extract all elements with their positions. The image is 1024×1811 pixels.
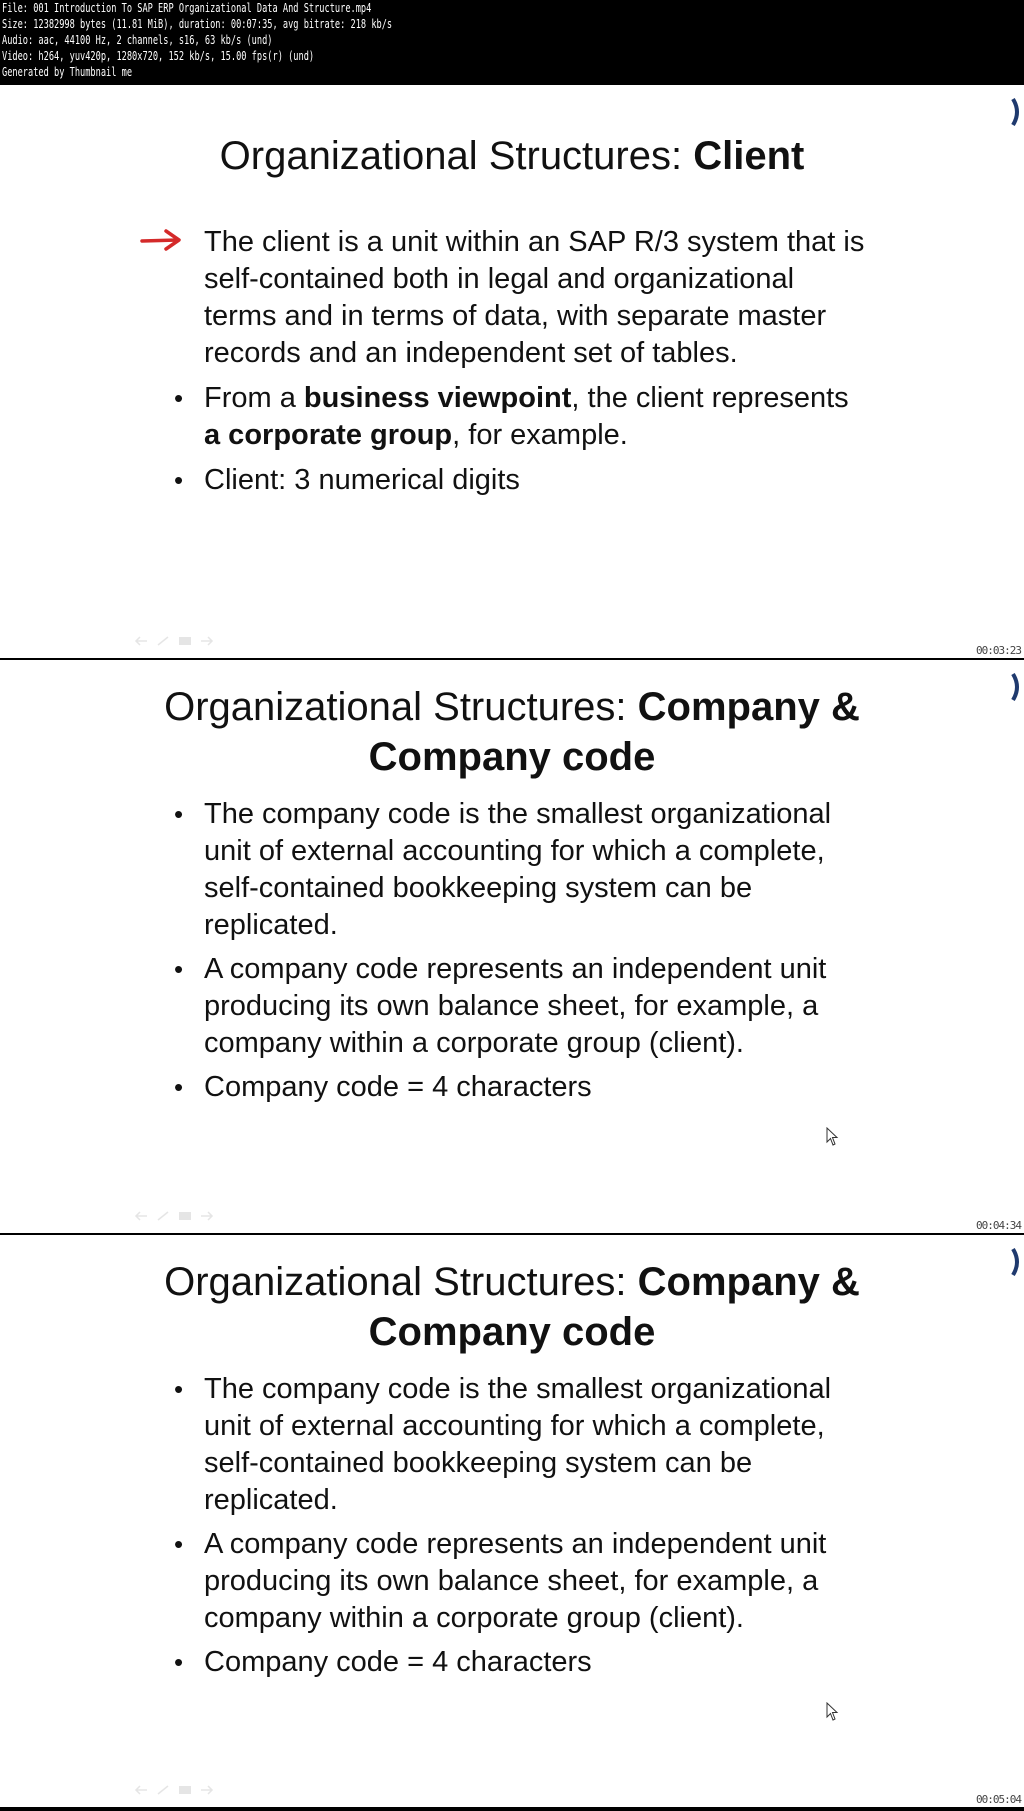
mouse-cursor-icon xyxy=(826,1702,840,1722)
slide-point xyxy=(170,224,870,372)
bullet-icon: • xyxy=(174,1647,184,1677)
point-text: , the client represents xyxy=(571,382,849,414)
point-emphasis: a corporate group xyxy=(204,419,453,451)
edge-mark-icon xyxy=(1010,672,1022,702)
point-emphasis: business viewpoint xyxy=(303,382,572,414)
slide-body xyxy=(170,224,870,507)
slide-body xyxy=(170,796,870,1113)
previous-slide-icon xyxy=(134,1211,148,1221)
slide-title xyxy=(120,1257,904,1357)
file-info-line: File: 001 Introduction To SAP ERP Organizational Data And Structure.mp4 xyxy=(2,1,372,15)
pen-icon xyxy=(156,1211,170,1221)
mouse-cursor-icon xyxy=(826,1127,840,1147)
size-info-line: Size: 12382998 bytes (11.81 MiB), duration: 00:07:35, avg bitrate: 218 kb/s xyxy=(2,17,393,31)
title-prefix: Organizational Structures: xyxy=(219,134,694,178)
slide-point xyxy=(170,1371,870,1519)
point-text: Company code = 4 characters xyxy=(204,1646,592,1678)
pen-icon xyxy=(156,636,170,646)
title-emphasis: Client xyxy=(693,134,805,178)
title-emphasis: Company code xyxy=(368,1310,656,1354)
slide-point xyxy=(170,951,870,1062)
timecode: 00:04:34 xyxy=(976,1219,1021,1232)
video-frame-1 xyxy=(0,85,1024,658)
generator-info-line: Generated by Thumbnail me xyxy=(2,65,133,79)
video-frame-2 xyxy=(0,660,1024,1233)
previous-slide-icon xyxy=(134,636,148,646)
slideshow-controls xyxy=(134,1785,234,1799)
point-text: The company code is the smallest organizational unit of external accounting for which a complete, self-contained bookkeeping system can be replicated. xyxy=(204,798,832,941)
next-slide-icon xyxy=(200,636,214,646)
red-arrow-icon xyxy=(140,226,184,256)
thumbnail-info-header xyxy=(0,0,1024,84)
previous-slide-icon xyxy=(134,1785,148,1795)
title-prefix: Organizational Structures: xyxy=(164,685,638,729)
title-emphasis: Company code xyxy=(368,735,656,779)
slide-point xyxy=(170,1526,870,1637)
bullet-icon: • xyxy=(174,1529,184,1559)
next-slide-icon xyxy=(200,1785,214,1795)
title-emphasis: Company & xyxy=(637,1260,860,1304)
point-text: Company code = 4 characters xyxy=(204,1071,592,1103)
point-text: Client: 3 numerical digits xyxy=(204,464,520,496)
bullet-icon: • xyxy=(174,1374,184,1404)
timecode: 00:05:04 xyxy=(976,1793,1021,1806)
menu-icon xyxy=(178,636,192,646)
slide-title xyxy=(120,682,904,782)
slide-body xyxy=(170,1371,870,1688)
video-frame-3 xyxy=(0,1235,1024,1807)
slide-point xyxy=(170,462,870,499)
video-info-line: Video: h264, yuv420p, 1280x720, 152 kb/s, 15.00 fps(r) (und) xyxy=(2,49,315,63)
slideshow-controls xyxy=(134,1211,234,1225)
bullet-icon: • xyxy=(174,465,184,495)
slide-point xyxy=(170,796,870,944)
slide-title xyxy=(120,131,904,181)
slide-point xyxy=(170,380,870,454)
menu-icon xyxy=(178,1211,192,1221)
menu-icon xyxy=(178,1785,192,1795)
point-text: A company code represents an independent unit producing its own balance sheet, for example, a company within a corporate group (client). xyxy=(204,1528,827,1634)
slide-point xyxy=(170,1069,870,1106)
next-slide-icon xyxy=(200,1211,214,1221)
title-prefix: Organizational Structures: xyxy=(164,1260,638,1304)
bullet-icon: • xyxy=(174,383,184,413)
edge-mark-icon xyxy=(1010,97,1022,127)
edge-mark-icon xyxy=(1010,1247,1022,1277)
point-text: , for example. xyxy=(452,419,628,451)
point-text: From a xyxy=(204,382,304,414)
point-text: A company code represents an independent unit producing its own balance sheet, for example, a company within a corporate group (client). xyxy=(204,953,827,1059)
audio-info-line: Audio: aac, 44100 Hz, 2 channels, s16, 63 kb/s (und) xyxy=(2,33,273,47)
bullet-icon: • xyxy=(174,954,184,984)
bullet-icon: • xyxy=(174,1072,184,1102)
pen-icon xyxy=(156,1785,170,1795)
timecode: 00:03:23 xyxy=(976,644,1021,657)
point-text: The client is a unit within an SAP R/3 system that is self-contained both in legal and organizational terms and in terms of data, with separate master records and an independent set of tables. xyxy=(204,226,865,369)
bullet-icon: • xyxy=(174,799,184,829)
title-emphasis: Company & xyxy=(637,685,860,729)
slideshow-controls xyxy=(134,636,234,650)
point-text: The company code is the smallest organizational unit of external accounting for which a complete, self-contained bookkeeping system can be replicated. xyxy=(204,1373,832,1516)
slide-point xyxy=(170,1644,870,1681)
